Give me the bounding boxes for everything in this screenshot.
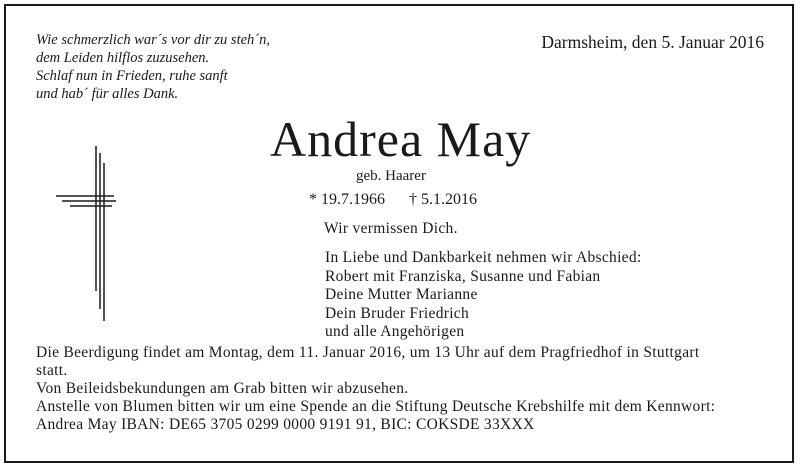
- poem-line: Schlaf nun in Frieden, ruhe sanft: [36, 68, 228, 84]
- poem-line: dem Leiden hilflos zuzusehen.: [36, 50, 210, 66]
- family-line: In Liebe und Dankbarkeit nehmen wir Abschied:: [325, 249, 642, 266]
- life-dates: [309, 191, 477, 209]
- deceased-name: Andrea May: [270, 111, 532, 167]
- place-date: Darmsheim, den 5. Januar 2016: [541, 32, 764, 52]
- miss-text: Wir vermissen Dich.: [324, 220, 458, 237]
- family-line: Robert mit Franziska, Susanne und Fabian: [325, 267, 601, 285]
- funeral-line: Die Beerdigung findet am Montag, dem 11. Januar 2016, um 13 Uhr auf dem Pragfriedhof in Stuttgart: [36, 344, 700, 361]
- family-line: Deine Mutter Marianne: [325, 286, 478, 303]
- funeral-line: Andrea May IBAN: DE65 3705 0299 0000 9191 91, BIC: COKSDE 33XXX: [36, 416, 535, 433]
- family-line: Dein Bruder Friedrich: [325, 304, 470, 322]
- poem-line: Wie schmerzlich war´s vor dir zu steh´n,: [36, 32, 270, 48]
- funeral-line: statt.: [36, 362, 68, 379]
- family-list: [325, 249, 642, 342]
- poem-line: und hab´ für alles Dank.: [36, 86, 179, 102]
- birth-date: * 19.7.1966: [309, 191, 385, 208]
- poem: [36, 31, 270, 103]
- funeral-line: Anstelle von Blumen bitten wir um eine Spende an die Stiftung Deutsche Krebshilfe mit dem Kennwort:: [36, 398, 716, 415]
- funeral-line: Von Beileidsbekundungen am Grab bitten wir abzusehen.: [36, 380, 409, 397]
- family-line: und alle Angehörigen: [325, 323, 465, 340]
- maiden-name: geb. Haarer: [356, 168, 426, 184]
- cross-icon: [56, 141, 116, 326]
- death-date: † 5.1.2016: [409, 191, 477, 208]
- funeral-info: [36, 344, 715, 434]
